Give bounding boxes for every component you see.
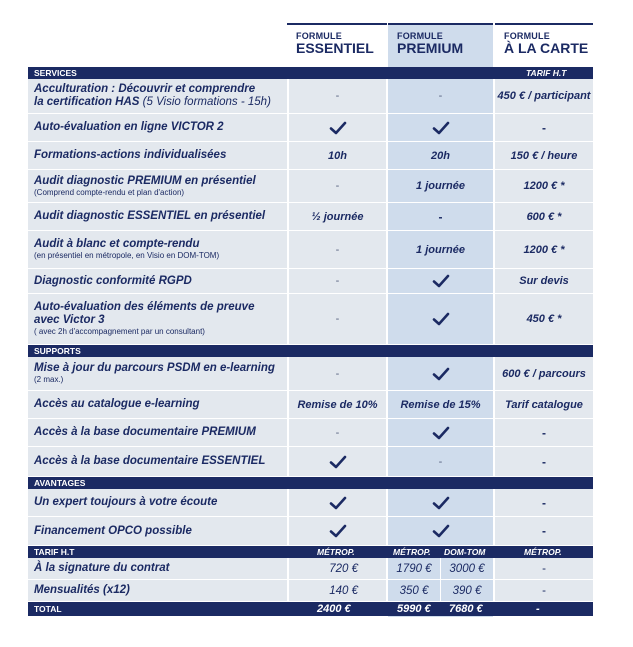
column-header-title: PREMIUM — [397, 40, 464, 56]
cell-value: 600 € * — [526, 210, 562, 223]
cell-essentiel — [289, 391, 386, 418]
dash-value: - — [438, 90, 443, 102]
row-label — [28, 489, 287, 516]
cell-value: 600 € / parcours — [502, 367, 586, 380]
tarif-subheader-metrop: MÉTROP. — [524, 547, 562, 557]
cell-carte — [495, 517, 593, 545]
cell-premium_domtom — [441, 558, 493, 579]
table-row — [28, 203, 593, 231]
check-icon — [329, 496, 347, 510]
column-header-title: À LA CARTE — [504, 40, 589, 56]
row-label — [28, 294, 287, 344]
cell-value: 1200 € * — [523, 243, 565, 256]
total-label: TOTAL — [34, 604, 62, 614]
check-icon — [432, 426, 450, 440]
cell-value: 1 journée — [416, 243, 465, 256]
cell-essentiel — [289, 294, 386, 344]
tarif-subheader-metrop: MÉTROP. — [317, 547, 355, 557]
price-value: 390 € — [452, 584, 482, 597]
cell-carte — [495, 357, 593, 390]
row-label — [28, 142, 287, 169]
cell-premium — [388, 517, 493, 545]
row-label-main: Formations-actions individualisées — [34, 149, 227, 161]
total-bar — [28, 602, 593, 616]
check-icon — [432, 274, 450, 288]
cell-value: Tarif catalogue — [505, 398, 583, 411]
check-icon — [432, 367, 450, 381]
row-label — [28, 231, 287, 268]
row-label — [28, 580, 287, 601]
pricing-row — [28, 580, 593, 602]
row-label-main: Accès à la base documentaire ESSENTIEL — [34, 455, 266, 467]
cell-premium — [388, 419, 493, 446]
cell-value: 1200 € * — [523, 180, 565, 192]
cell-essentiel — [289, 558, 386, 579]
price-value: 720 € — [329, 562, 358, 575]
cell-premium — [388, 294, 493, 344]
cell-carte — [495, 391, 593, 418]
cell-premium — [388, 142, 493, 169]
row-label-main: Accès au catalogue e-learning — [34, 398, 200, 410]
table-row — [28, 170, 593, 203]
table-row — [28, 357, 593, 391]
cell-essentiel — [289, 170, 386, 202]
row-label-main: Audit diagnostic PREMIUM en présentiel — [34, 174, 256, 187]
cell-value: 150 € / heure — [510, 149, 578, 162]
cell-premium — [388, 391, 493, 418]
check-icon — [432, 121, 450, 135]
cell-value: Remise de 10% — [297, 398, 378, 411]
total-essentiel: 2400 € — [317, 603, 351, 615]
section-right-label: TARIF H.T — [526, 68, 567, 78]
row-label — [28, 357, 287, 390]
cell-value: 10h — [328, 149, 347, 162]
cell-essentiel — [289, 580, 386, 601]
cell-premium — [388, 114, 493, 141]
row-label-main: Diagnostic conformité RGPD — [34, 274, 192, 287]
table-row — [28, 231, 593, 269]
row-label — [28, 114, 287, 141]
row-label — [28, 79, 287, 113]
cell-carte — [495, 580, 593, 601]
dash-value: - — [335, 426, 340, 439]
row-label-main: Accès à la base documentaire PREMIUM — [34, 426, 256, 438]
cell-essentiel — [289, 447, 386, 476]
table-row — [28, 142, 593, 170]
cell-carte — [495, 489, 593, 516]
row-label-detail: (5 Visio formations - 15h) — [139, 96, 271, 108]
cell-premium — [388, 489, 493, 516]
row-label-note: (Comprend compte-rendu et plan d'action) — [34, 187, 185, 197]
section-bar-services — [28, 67, 593, 79]
cell-essentiel — [289, 489, 386, 516]
cell-carte — [495, 114, 593, 141]
cell-premium_domtom — [441, 580, 493, 601]
row-label — [28, 517, 287, 545]
cell-premium — [388, 170, 493, 202]
cell-value: 20h — [431, 149, 450, 162]
section-bar-avantages — [28, 477, 593, 489]
cell-carte — [495, 79, 593, 113]
row-label-note: (2 max.) — [34, 375, 64, 384]
cell-carte — [495, 419, 593, 446]
row-label-main-line2: avec Victor 3 — [34, 314, 105, 326]
dash-value: - — [542, 120, 546, 135]
row-label-main: Financement OPCO possible — [34, 524, 192, 537]
tarif-subheader-metrop: MÉTROP. — [393, 547, 431, 557]
cell-essentiel — [289, 517, 386, 545]
dash-value: - — [335, 180, 340, 192]
cell-carte — [495, 231, 593, 268]
table-row — [28, 419, 593, 447]
check-icon — [329, 524, 347, 538]
column-header-title: ESSENTIEL — [296, 40, 374, 56]
row-label-note: (en présentiel en métropole, en Visio en DOM-TOM) — [34, 251, 220, 260]
check-icon — [329, 121, 347, 135]
check-icon — [432, 312, 450, 326]
cell-value: Sur devis — [519, 275, 569, 287]
dash-value: - — [542, 454, 546, 469]
cell-premium — [388, 269, 493, 293]
cell-carte — [495, 269, 593, 293]
cell-essentiel — [289, 79, 386, 113]
section-title: SERVICES — [34, 68, 77, 78]
cell-carte — [495, 294, 593, 344]
table-row — [28, 294, 593, 345]
cell-premium — [388, 357, 493, 390]
row-label-main: Mise à jour du parcours PSDM en e-learning — [34, 362, 275, 374]
carte-column-header — [495, 23, 593, 67]
dash-value: - — [335, 275, 340, 287]
row-label-main: Auto-évaluation en ligne VICTOR 2 — [34, 121, 224, 133]
price-value: 3000 € — [449, 562, 485, 575]
cell-premium — [388, 203, 493, 230]
table-row — [28, 391, 593, 419]
price-value: 140 € — [329, 584, 358, 597]
section-title: AVANTAGES — [34, 478, 86, 488]
row-label-main: Audit à blanc et compte-rendu — [34, 238, 200, 250]
table-row — [28, 447, 593, 477]
cell-carte — [495, 203, 593, 230]
row-label — [28, 558, 287, 579]
price-value: 350 € — [399, 584, 429, 597]
dash-value: - — [542, 562, 546, 575]
table-row — [28, 489, 593, 517]
cell-essentiel — [289, 203, 386, 230]
cell-value: 450 € / participant — [497, 90, 591, 102]
row-label — [28, 203, 287, 230]
check-icon — [329, 455, 347, 469]
cell-essentiel — [289, 231, 386, 268]
cell-premium_metrop — [388, 580, 440, 601]
column-divider — [440, 580, 441, 601]
section-bar-tarif — [28, 546, 593, 558]
cell-essentiel — [289, 357, 386, 390]
cell-value: 450 € * — [526, 313, 562, 325]
dash-value: - — [335, 367, 340, 380]
row-label-main: Audit diagnostic ESSENTIEL en présentiel — [34, 210, 266, 222]
dash-value: - — [335, 313, 340, 325]
table-row — [28, 79, 593, 114]
row-label-main: Auto-évaluation des éléments de preuve — [34, 301, 255, 313]
cell-carte — [495, 558, 593, 579]
column-header-small: FORMULE — [296, 31, 342, 41]
cell-essentiel — [289, 269, 386, 293]
total-premium-domtom: 7680 € — [449, 603, 483, 615]
table-row — [28, 517, 593, 546]
total-carte: - — [536, 603, 540, 615]
dash-value: - — [335, 90, 340, 102]
row-label-main: Mensualités (x12) — [34, 584, 130, 596]
cell-premium_metrop — [388, 558, 440, 579]
total-premium-metrop: 5990 € — [397, 603, 431, 615]
cell-premium — [388, 79, 493, 113]
check-icon — [432, 524, 450, 538]
cell-carte — [495, 170, 593, 202]
cell-value: 1 journée — [416, 180, 465, 192]
row-label — [28, 447, 287, 476]
row-label — [28, 170, 287, 202]
column-divider — [440, 558, 441, 579]
section-title: SUPPORTS — [34, 346, 81, 356]
row-label — [28, 391, 287, 418]
tarif-subheader-domtom: DOM-TOM — [444, 547, 486, 557]
dash-value: - — [438, 455, 443, 468]
dash-value: - — [542, 524, 546, 538]
row-label-note: ( avec 2h d'accompagnement par un consultant) — [34, 327, 205, 336]
cell-essentiel — [289, 419, 386, 446]
cell-essentiel — [289, 114, 386, 141]
premium-column-header — [388, 23, 493, 67]
table-row — [28, 114, 593, 142]
column-header-small: FORMULE — [504, 31, 550, 41]
essentiel-column-header — [287, 23, 387, 67]
row-label — [28, 419, 287, 446]
cell-carte — [495, 142, 593, 169]
dash-value: - — [335, 243, 340, 256]
row-label-main: Acculturation : Découvrir et comprendre — [34, 83, 256, 95]
cell-value: Remise de 15% — [400, 398, 481, 411]
dash-value: - — [542, 425, 546, 440]
cell-carte — [495, 447, 593, 476]
row-label — [28, 269, 287, 293]
check-icon — [432, 496, 450, 510]
price-value: 1790 € — [396, 562, 432, 575]
dash-value: - — [542, 584, 546, 597]
row-label-main-line2: la certification HAS — [34, 96, 140, 108]
dash-value: - — [438, 209, 443, 224]
cell-premium — [388, 231, 493, 268]
cell-premium — [388, 447, 493, 476]
section-bar-supports — [28, 345, 593, 357]
dash-value: - — [542, 495, 546, 510]
cell-value: ½ journée — [311, 210, 364, 223]
table-row — [28, 269, 593, 294]
cell-essentiel — [289, 142, 386, 169]
row-label-main: À la signature du contrat — [34, 562, 170, 574]
column-header-small: FORMULE — [397, 31, 443, 41]
pricing-row — [28, 558, 593, 580]
section-title: TARIF H.T — [34, 547, 75, 557]
row-label-main: Un expert toujours à votre écoute — [34, 496, 218, 508]
